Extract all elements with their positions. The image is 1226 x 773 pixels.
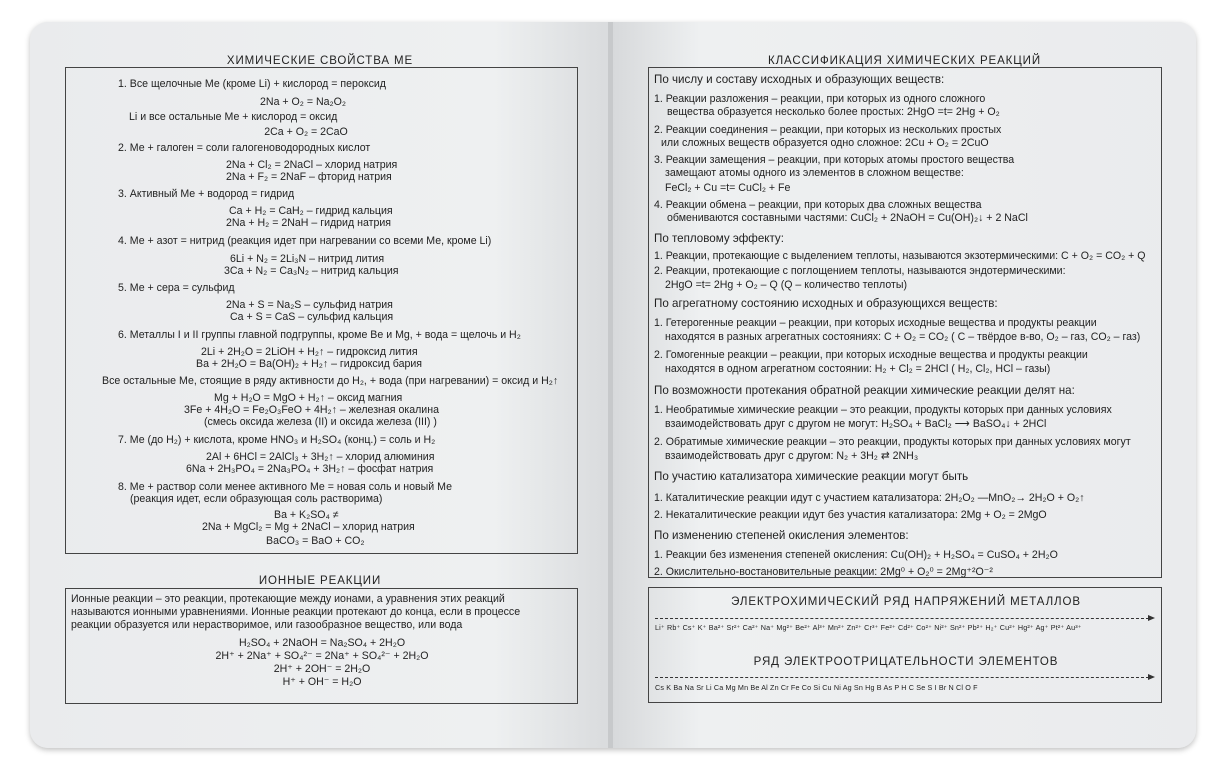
chem-line: Mg + H₂O = MgO + H₂↑ – оксид магния [214,392,403,404]
class-line: замещают атомы одного из элементов в сложном веществе: [665,167,964,179]
right-page [613,22,1196,748]
chem-line: 2Na + S = Na₂S – сульфид натрия [226,299,393,311]
ion-line: H⁺ + OH⁻ = H₂O [282,676,362,688]
chem-line: 4. Ме + азот = нитрид (реакция идет при нагревании со всеми Ме, кроме Li) [118,235,492,247]
class-line: 3. Реакции замещения – реакции, при которых атомы простого вещества [654,154,1015,166]
class-line: взаимодействовать друг с другом: N₂ + 3H₂ ⇄ 2NH₃ [665,450,919,462]
chem-line: 2. Ме + галоген = соли галогеноводородных кислот [118,142,371,154]
class-line: 2. Реакции соединения – реакции, при которых из нескольких простых [654,124,1002,136]
ionic-reactions-box [65,588,578,704]
open-book [30,22,1196,748]
series-arrow [655,618,1149,619]
section-heading: По участию катализатора химические реакции могут быть [654,470,969,483]
section-heading: По изменению степеней окисления элементов: [654,529,909,542]
electrochemical-series-row: Li⁺ Rb⁺ Cs⁺ K⁺ Ba²⁺ Sr²⁺ Ca²⁺ Na⁺ Mg²⁺ Be²⁺ Al³⁺ Mn²⁺ Zn²⁺ Cr³⁺ Fe²⁺ Cd²⁺ Co²⁺ Ni²⁺ Sn²⁺ Pb²⁺ H₂⁺ Cu²⁺ Hg²⁺ Ag⁺ Pt²⁺ Au³⁺ [655,623,1082,632]
ionic-reactions-title: ИОННЫЕ РЕАКЦИИ [258,575,382,587]
chem-line: 1. Все щелочные Ме (кроме Li) + кислород = пероксид [118,78,386,90]
class-line: 1. Реакции, протекающие с выделением теплоты, называются экзотермическими: C + O₂ = CO₂ + Q [654,250,1146,262]
chem-properties-box [65,67,578,554]
chem-line: Ba + K₂SO₄ ≠ [274,509,339,521]
ion-line: Ионные реакции – это реакции, протекающие между ионами, а уравнения этих реакций [71,593,505,605]
section-heading: По возможности протекания обратной реакции химические реакции делят на: [654,384,1075,397]
chem-line: 6Li + N₂ = 2Li₃N – нитрид лития [230,253,385,265]
chem-line: 2Ca + O₂ = 2CaO [264,126,348,138]
left-page [30,22,610,748]
class-line: 2. Некаталитические реакции идут без участия катализатора: 2Mg + O₂ = 2MgO [654,509,1047,521]
chem-line: 5. Ме + сера = сульфид [118,282,235,294]
class-line: 1. Каталитические реакции идут с участием катализатора: 2H₂O₂ —MnO₂→ 2H₂O + O₂↑ [654,492,1085,504]
class-line: FeCl₂ + Cu =t= CuCl₂ + Fe [665,182,791,194]
class-line: вещества образуется несколько более простых: 2HgO =t= 2Hg + O₂ [667,106,1000,118]
electronegativity-series-title: РЯД ЭЛЕКТРООТРИЦАТЕЛЬНОСТИ ЭЛЕМЕНТОВ [753,656,1059,668]
chem-line: (смесь оксида железа (II) и оксида железа (III) ) [204,416,437,428]
chem-line: 2Al + 6HCl = 2AlCl₃ + 3H₂↑ – хлорид алюминия [206,451,435,463]
chem-line: 2Na + F₂ = 2NaF – фторид натрия [226,171,392,183]
electronegativity-series-row: Cs K Ba Na Sr Li Ca Mg Mn Be Al Zn Cr Fe Co Si Cu Ni Ag Sn Hg B As P H C Se S I Br N Cl O F [655,683,978,692]
classification-box [648,67,1162,578]
ion-line: 2H⁺ + 2OH⁻ = 2H₂O [273,663,371,675]
class-line: 2HgO =t= 2Hg + O₂ – Q (Q – количество теплоты) [665,279,907,291]
chem-line: BaCO₃ = BaO + CO₂ [266,535,365,547]
class-line: 1. Необратимые химические реакции – это реакции, продукты которых при данных условиях [654,404,1112,416]
chem-line: Ba + 2H₂O = Ba(OH)₂ + H₂↑ – гидроксид бария [196,358,423,370]
chem-line: 6. Металлы I и II группы главной подгруппы, кроме Be и Mg, + вода = щелочь и H₂ [118,329,521,341]
class-line: взаимодействовать друг с другом не могут: H₂SO₄ + BaCl₂ ⟶ BaSO₄↓ + 2HCl [665,418,1047,430]
chem-line: 2Na + MgCl₂ = Mg + 2NaCl – хлорид натрия [202,521,415,533]
chem-line: Ca + S = CaS – сульфид кальция [230,311,394,323]
series-box [648,587,1162,703]
ion-line: реакции образуется или нерастворимое, или газообразное вещество, или вода [71,619,463,631]
class-line: обмениваются составными частями: CuCl₂ + 2NaOH = Cu(OH)₂↓ + 2 NaCl [667,212,1028,224]
chem-properties-title: ХИМИЧЕСКИЕ СВОЙСТВА МЕ [226,55,414,67]
class-line: 2. Обратимые химические реакции – это реакции, продукты которых при данных условиях могут [654,436,1131,448]
classification-title: КЛАССИФИКАЦИЯ ХИМИЧЕСКИХ РЕАКЦИЙ [768,55,1041,67]
chem-line: (реакция идет, если образующая соль растворима) [130,493,383,505]
chem-line: 2Na + Cl₂ = 2NaCl – хлорид натрия [226,159,398,171]
chem-line: 6Na + 2H₃PO₄ = 2Na₃PO₄ + 3H₂↑ – фосфат натрия [186,463,434,475]
ion-line: 2H⁺ + 2Na⁺ + SO₄²⁻ = 2Na⁺ + SO₄²⁻ + 2H₂O [215,650,429,662]
ion-line: называются ионными уравнениями. Ионные реакции протекают до конца, если в процессе [71,606,521,618]
class-line: находятся в одном агрегатном состоянии: H₂ + Cl₂ = 2HCl ( H₂, Cl₂, HCl – газы) [665,363,1051,375]
class-line: 1. Реакции без изменения степеней окисления: Cu(OH)₂ + H₂SO₄ = CuSO₄ + 2H₂O [654,549,1058,561]
class-line: 4. Реакции обмена – реакции, при которых два сложных вещества [654,199,982,211]
class-line: 2. Гомогенные реакции – реакции, при которых исходные вещества и продукты реакции [654,349,1088,361]
section-heading: По числу и составу исходных и образующих веществ: [654,73,945,86]
chem-line: 2Li + 2H₂O = 2LiOH + H₂↑ – гидроксид лития [201,346,418,358]
class-line: 2. Окислительно-востановительные реакции: 2Mg⁰ + O₂⁰ = 2Mg⁺²O⁻² [654,566,993,578]
chem-line: 2Na + H₂ = 2NaH – гидрид натрия [226,217,392,229]
chem-line: 3Fe + 4H₂O = Fe₂O₃FeO + 4H₂↑ – железная окалина [184,404,439,416]
ion-line: H₂SO₄ + 2NaOH = Na₂SO₄ + 2H₂O [238,637,406,649]
class-line: 1. Гетерогенные реакции – реакции, при которых исходные вещества и продукты реакции [654,317,1097,329]
chem-line: Ca + H₂ = CaH₂ – гидрид кальция [229,205,393,217]
chem-line: 3Ca + N₂ = Ca₃N₂ – нитрид кальция [224,265,399,277]
class-line: 2. Реакции, протекающие с поглощением теплоты, называются эндотермическими: [654,265,1066,277]
section-heading: По агрегатному состоянию исходных и образующихся веществ: [654,297,998,310]
chem-line: Li и все остальные Ме + кислород = оксид [129,111,338,123]
section-heading: По тепловому эффекту: [654,232,784,245]
class-line: 1. Реакции разложения – реакции, при которых из одного сложного [654,93,986,105]
chem-line: 2Na + O₂ = Na₂O₂ [260,96,346,108]
chem-line: 7. Ме (до H₂) + кислота, кроме HNO₃ и H₂SO₄ (конц.) = соль и H₂ [118,434,436,446]
electrochemical-series-title: ЭЛЕКТРОХИМИЧЕСКИЙ РЯД НАПРЯЖЕНИЙ МЕТАЛЛОВ [731,596,1081,608]
chem-line: 3. Активный Ме + водород = гидрид [118,188,295,200]
chem-line: 8. Ме + раствор соли менее активного Ме = новая соль и новый Ме [118,481,452,493]
class-line: находятся в разных агрегатных состояниях: C + O₂ = CO₂ ( C – твёрдое в-во, O₂ – газ, CO₂ – газ) [665,331,1141,343]
electronegativity-arrow [655,677,1149,678]
class-line: или сложных веществ образуется одно сложное: 2Cu + O₂ = 2CuO [661,137,989,149]
chem-line: Все остальные Ме, стоящие в ряду активности до H₂, + вода (при нагревании) = оксид и H₂↑ [102,375,559,387]
